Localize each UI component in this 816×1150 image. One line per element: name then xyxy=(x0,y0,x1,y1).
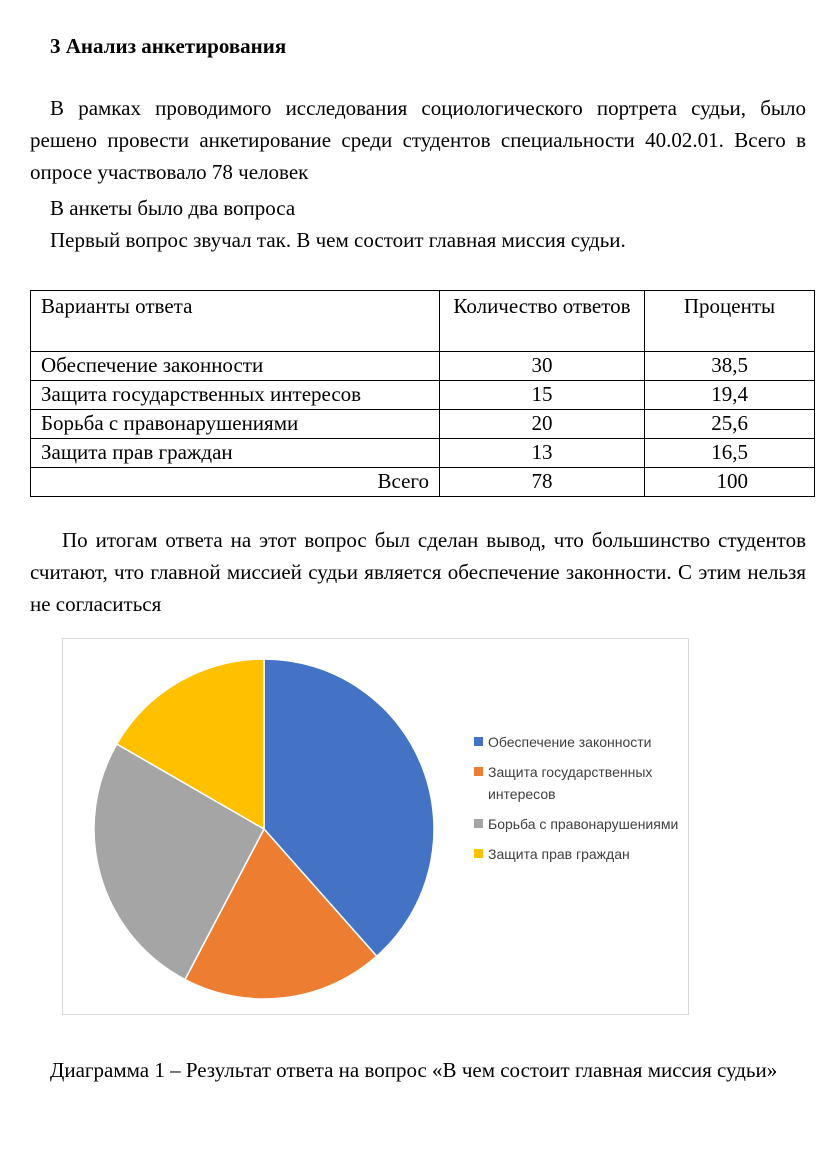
row-percent: 19,4 xyxy=(645,381,815,410)
total-count: 78 xyxy=(440,468,645,497)
row-percent: 38,5 xyxy=(645,352,815,381)
legend-item xyxy=(474,731,684,753)
table-header-row xyxy=(31,291,815,352)
pie-chart xyxy=(62,638,689,1015)
legend-swatch xyxy=(474,737,483,746)
table-row xyxy=(31,439,815,468)
row-option: Защита прав граждан xyxy=(31,439,440,468)
header-count: Количество ответов xyxy=(440,291,645,352)
legend-item xyxy=(474,843,684,865)
table-total-row xyxy=(31,468,815,497)
row-option: Защита государственных интересов xyxy=(31,381,440,410)
row-percent: 25,6 xyxy=(645,410,815,439)
header-percent: Проценты xyxy=(645,291,815,352)
legend-label: Борьба с правонарушениями xyxy=(488,816,679,832)
legend-swatch xyxy=(474,819,483,828)
row-option: Обеспечение законности xyxy=(31,352,440,381)
row-option: Борьба с правонарушениями xyxy=(31,410,440,439)
row-count: 20 xyxy=(440,410,645,439)
row-count: 13 xyxy=(440,439,645,468)
conclusion-paragraph: По итогам ответа на этот вопрос был сделан вывод, что большинство студентов считают, что главной миссией судьи является обеспечение законности. С этим нельзя не согласиться xyxy=(30,528,806,616)
legend-label: Защита государственных интересов xyxy=(488,764,653,802)
intro-paragraph: В рамках проводимого исследования социологического портрета судьи, было решено провести анкетирование среди студентов специальности 40.02.01. Всего в опросе участвовало 78 человек xyxy=(30,96,806,184)
row-count: 15 xyxy=(440,381,645,410)
table-row xyxy=(31,352,815,381)
total-label: Всего xyxy=(31,468,440,497)
pie-chart-plot xyxy=(63,639,463,1014)
total-percent: 100 xyxy=(645,468,815,497)
section-heading: 3 Анализ анкетирования xyxy=(50,34,287,58)
row-percent: 16,5 xyxy=(645,439,815,468)
legend-swatch xyxy=(474,849,483,858)
row-count: 30 xyxy=(440,352,645,381)
table-row xyxy=(31,410,815,439)
legend-item xyxy=(474,813,684,835)
legend-label: Обеспечение законности xyxy=(488,734,652,750)
chart-caption: Диаграмма 1 – Результат ответа на вопрос «В чем состоит главная миссия судьи» xyxy=(50,1058,778,1082)
first-question-line: Первый вопрос звучал так. В чем состоит главная миссия судьи. xyxy=(50,228,626,252)
questions-count-line: В анкеты было два вопроса xyxy=(50,196,296,220)
legend-label: Защита прав граждан xyxy=(488,846,630,862)
header-options: Варианты ответа xyxy=(31,291,440,352)
legend-swatch xyxy=(474,767,483,776)
chart-legend xyxy=(474,731,684,873)
answers-table xyxy=(30,290,815,497)
legend-item xyxy=(474,761,684,805)
table-row xyxy=(31,381,815,410)
